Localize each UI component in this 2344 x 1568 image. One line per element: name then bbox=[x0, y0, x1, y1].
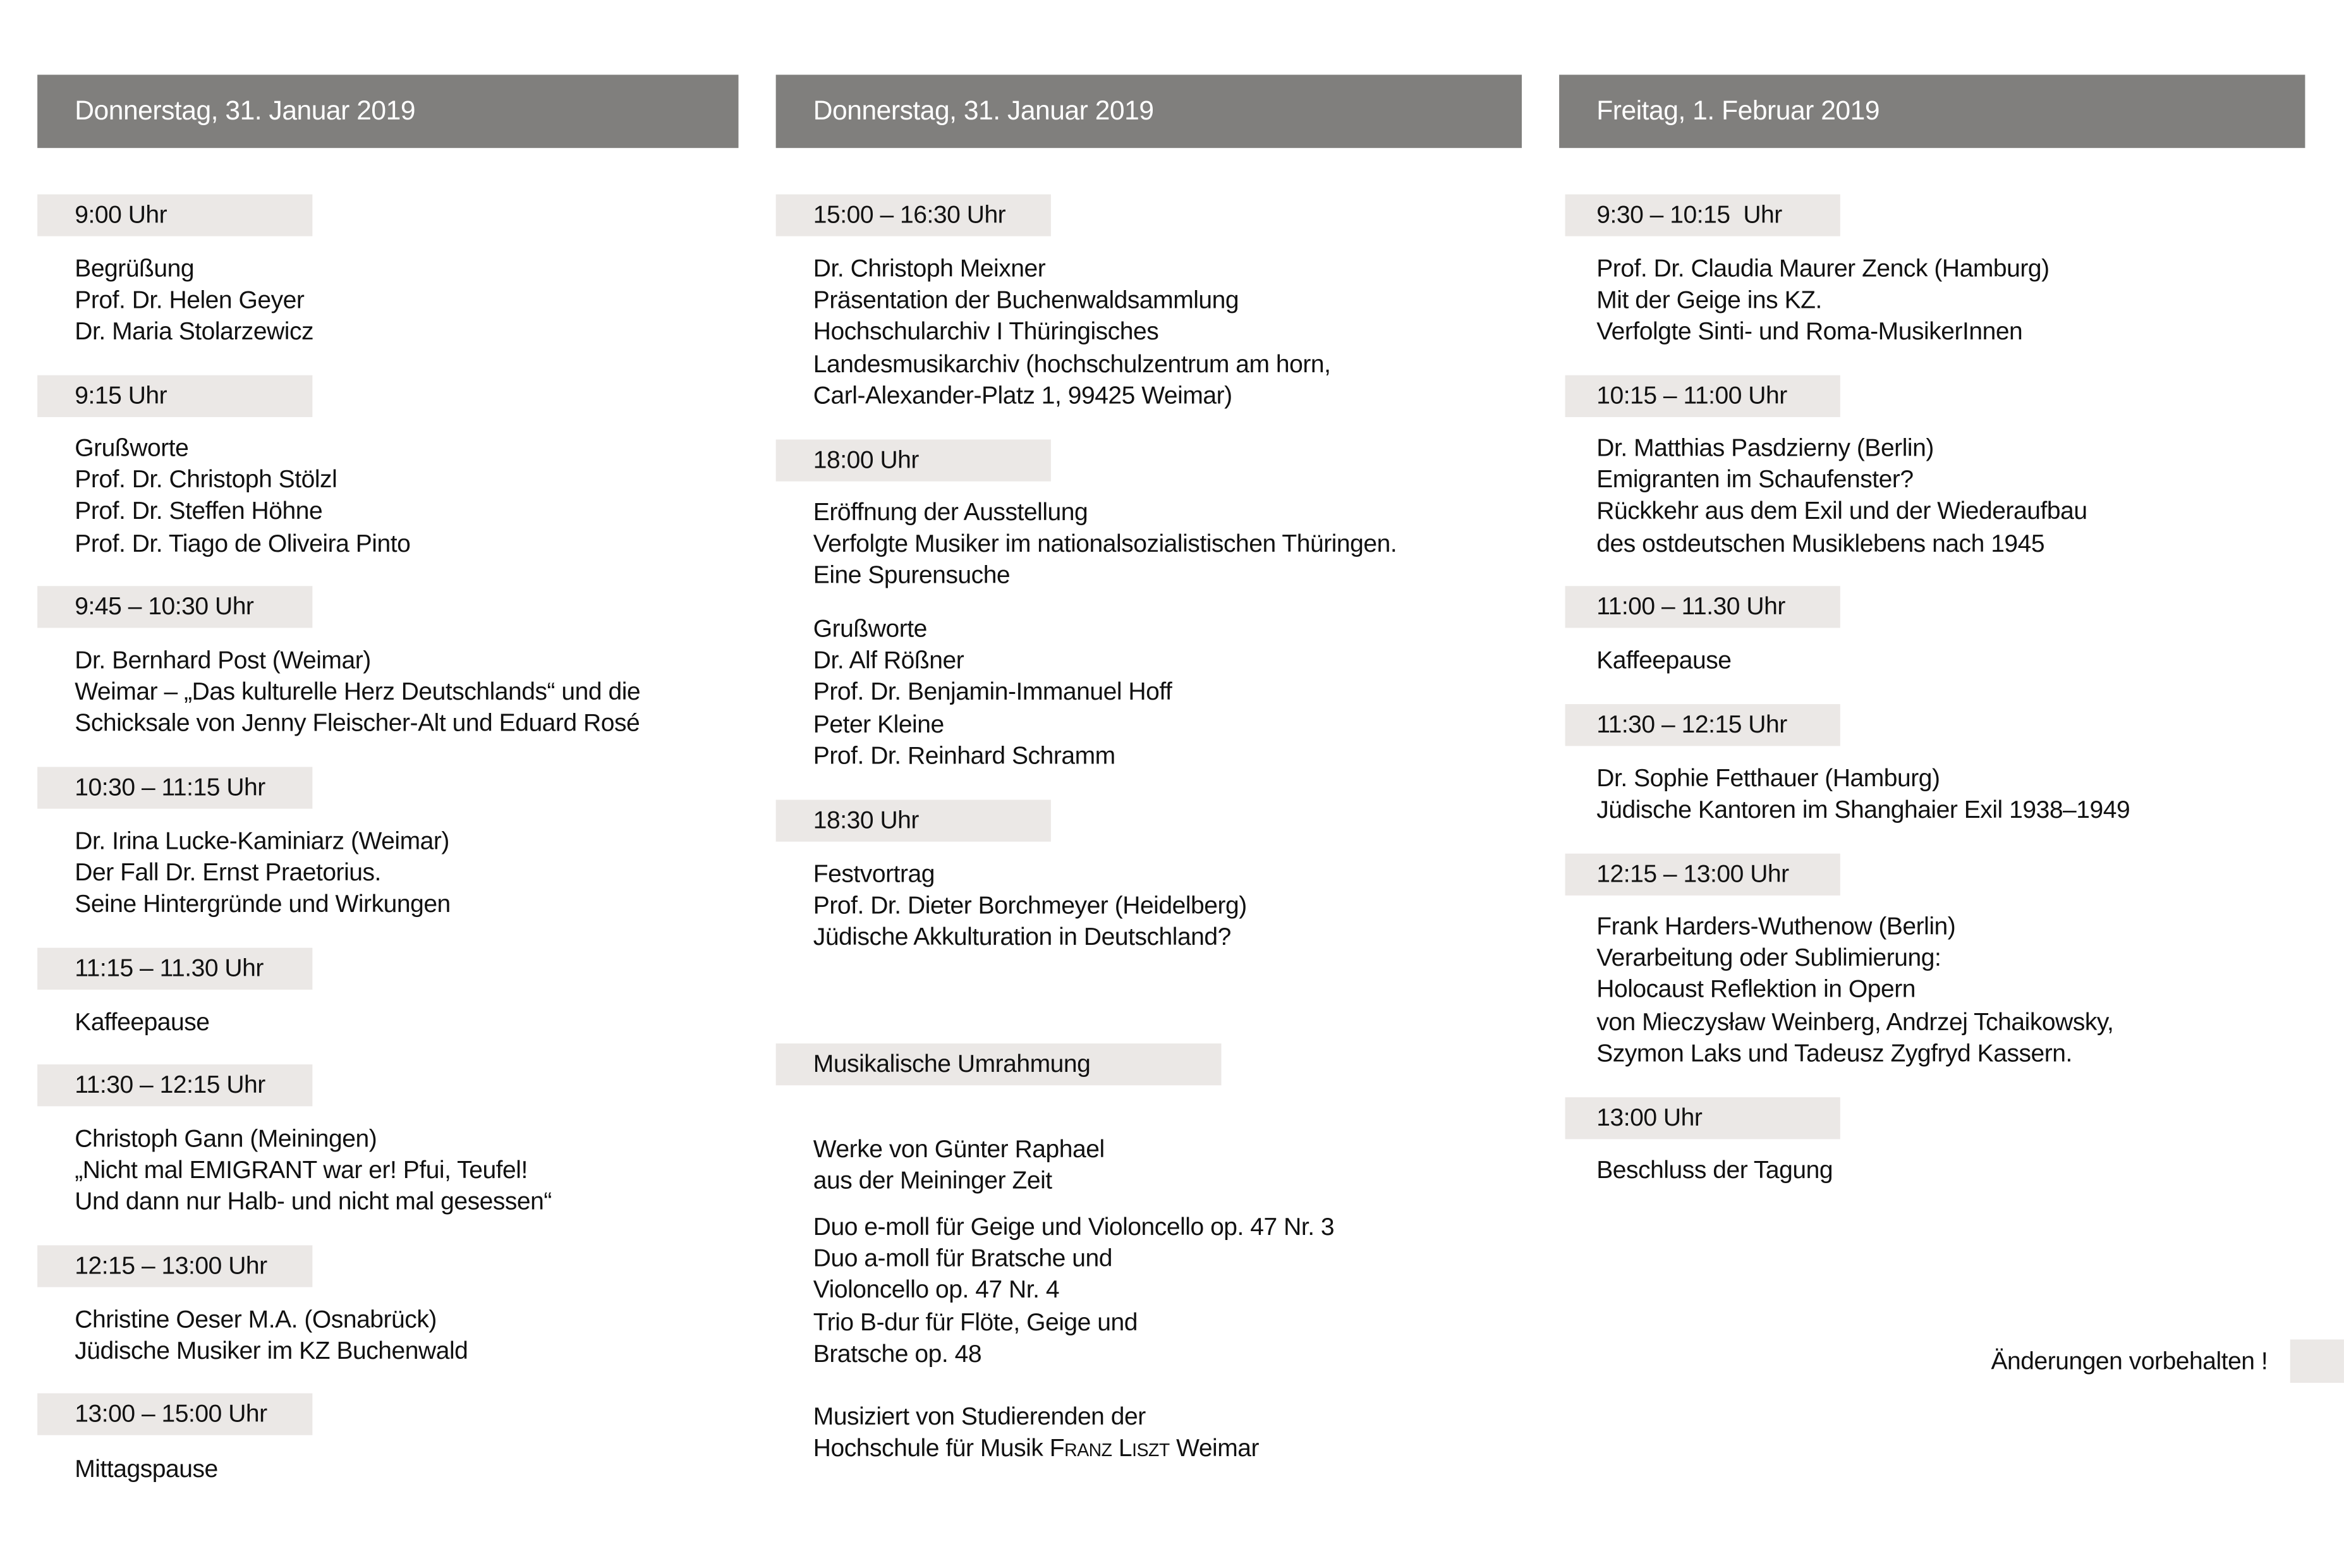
music-section-label: Musikalische Umrahmung bbox=[776, 1043, 1222, 1085]
detail-line: Verarbeitung oder Sublimierung: bbox=[1596, 945, 1941, 972]
slot-details bbox=[1596, 646, 1731, 678]
work-line: Duo e-moll für Geige und Violoncello op. 47 Nr. 3 bbox=[813, 1213, 1335, 1241]
detail-line: Landesmusikarchiv (hochschulzentrum am horn, bbox=[813, 350, 1331, 378]
detail-line: Hochschularchiv I Thüringisches bbox=[813, 319, 1159, 346]
detail-line: Musiziert von Studierenden der bbox=[813, 1404, 1146, 1431]
detail-line: von Mieczysław Weinberg, Andrzej Tchaikowsky, bbox=[1596, 1008, 2114, 1036]
detail-line: Begrüßung bbox=[75, 255, 195, 283]
detail-line: Szymon Laks und Tadeusz Zygfryd Kassern. bbox=[1596, 1040, 2072, 1067]
greetings-list bbox=[813, 614, 1172, 773]
detail-line: Und dann nur Halb- und nicht mal gesessen“ bbox=[75, 1189, 552, 1216]
detail-line: Grußworte bbox=[813, 616, 927, 643]
detail-line: Kaffeepause bbox=[75, 1009, 210, 1036]
detail-line: Christine Oeser M.A. (Osnabrück) bbox=[75, 1306, 437, 1334]
time-label: 11:15 – 11.30 Uhr bbox=[37, 948, 312, 990]
slot-details bbox=[1596, 254, 2049, 349]
detail-line: Prof. Dr. Reinhard Schramm bbox=[813, 743, 1115, 770]
detail-line: Emigranten im Schaufenster? bbox=[1596, 466, 1914, 494]
detail-line: Mit der Geige ins KZ. bbox=[1596, 287, 1822, 315]
detail-line bbox=[813, 1434, 1259, 1466]
time-label: 12:15 – 13:00 Uhr bbox=[37, 1245, 312, 1287]
detail-line: Präsentation der Buchenwaldsammlung bbox=[813, 287, 1239, 315]
detail-line: Eröffnung der Ausstellung bbox=[813, 499, 1088, 526]
detail-line: Der Fall Dr. Ernst Praetorius. bbox=[75, 860, 381, 887]
detail-line: Prof. Dr. Steffen Höhne bbox=[75, 498, 323, 526]
detail-line: „Nicht mal EMIGRANT war er! Pfui, Teufel! bbox=[75, 1157, 528, 1184]
detail-line: Prof. Dr. Tiago de Oliveira Pinto bbox=[75, 530, 411, 557]
detail-line: Dr. Maria Stolarzewicz bbox=[75, 319, 314, 346]
detail-line: Jüdische Akkulturation in Deutschland? bbox=[813, 924, 1231, 952]
detail-line: Peter Kleine bbox=[813, 710, 944, 738]
detail-line: Beschluss der Tagung bbox=[1596, 1157, 1833, 1184]
work-line: Duo a-moll für Bratsche und bbox=[813, 1245, 1112, 1273]
detail-line: Eine Spurensuche bbox=[813, 562, 1011, 590]
slot-details bbox=[75, 1455, 217, 1486]
time-label: 11:30 – 12:15 Uhr bbox=[1565, 704, 1840, 746]
time-label: 15:00 – 16:30 Uhr bbox=[776, 195, 1051, 236]
slot-details bbox=[1596, 912, 2113, 1071]
detail-line: Dr. Irina Lucke-Kaminiarz (Weimar) bbox=[75, 828, 449, 856]
slot-details bbox=[75, 827, 451, 921]
time-label: 12:15 – 13:00 Uhr bbox=[1565, 854, 1840, 896]
detail-line: Werke von Günter Raphael bbox=[813, 1136, 1105, 1164]
work-line: Violoncello op. 47 Nr. 4 bbox=[813, 1277, 1060, 1304]
detail-line: Frank Harders-Wuthenow (Berlin) bbox=[1596, 913, 1956, 940]
time-label: 18:30 Uhr bbox=[776, 799, 1051, 841]
detail-line: Dr. Christoph Meixner bbox=[813, 255, 1046, 283]
time-label: 10:30 – 11:15 Uhr bbox=[37, 767, 312, 808]
time-label: 9:15 Uhr bbox=[37, 375, 312, 417]
detail-line: des ostdeutschen Musiklebens nach 1945 bbox=[1596, 530, 2045, 557]
time-label: 18:00 Uhr bbox=[776, 439, 1051, 481]
day-header: Donnerstag, 31. Januar 2019 bbox=[776, 75, 1522, 148]
school-prefix: Hochschule für Musik bbox=[813, 1435, 1043, 1462]
time-label: 9:45 – 10:30 Uhr bbox=[37, 586, 312, 628]
work-line: Trio B-dur für Flöte, Geige und bbox=[813, 1309, 1138, 1336]
detail-line: aus der Meininger Zeit bbox=[813, 1167, 1052, 1195]
detail-line: Jüdische Kantoren im Shanghaier Exil 1938–1949 bbox=[1596, 797, 2130, 824]
detail-line: Prof. Dr. Christoph Stölzl bbox=[75, 466, 337, 494]
time-label: 11:30 – 12:15 Uhr bbox=[37, 1064, 312, 1106]
detail-line: Dr. Sophie Fetthauer (Hamburg) bbox=[1596, 765, 1940, 793]
slot-details bbox=[1596, 434, 2087, 560]
slot-details bbox=[1596, 1155, 1833, 1187]
slot-details bbox=[75, 1124, 552, 1219]
time-label: 9:00 Uhr bbox=[37, 195, 312, 236]
slot-details bbox=[75, 646, 640, 741]
detail-line: Mittagspause bbox=[75, 1456, 218, 1483]
detail-line: Prof. Dr. Benjamin-Immanuel Hoff bbox=[813, 679, 1172, 707]
detail-line: Weimar – „Das kulturelle Herz Deutschlands“ und die bbox=[75, 679, 641, 706]
detail-line: Dr. Matthias Pasdzierny (Berlin) bbox=[1596, 435, 1934, 462]
time-label: 9:30 – 10:15 Uhr bbox=[1565, 195, 1840, 236]
detail-line: Jüdische Musiker im KZ Buchenwald bbox=[75, 1338, 468, 1366]
detail-line: Verfolgte Musiker im nationalsozialistischen Thüringen. bbox=[813, 531, 1397, 558]
time-label: 13:00 – 15:00 Uhr bbox=[37, 1394, 312, 1435]
detail-line: Dr. Bernhard Post (Weimar) bbox=[75, 647, 371, 674]
slot-details bbox=[1596, 764, 2130, 827]
detail-line: Prof. Dr. Dieter Borchmeyer (Heidelberg) bbox=[813, 892, 1247, 920]
detail-line: Grußworte bbox=[75, 435, 189, 462]
work-line: Bratsche op. 48 bbox=[813, 1340, 982, 1368]
slot-details bbox=[813, 498, 1397, 593]
changes-note: Änderungen vorbehalten ! bbox=[1991, 1348, 2268, 1376]
day-header: Freitag, 1. Februar 2019 bbox=[1559, 75, 2305, 148]
music-intro bbox=[813, 1134, 1105, 1198]
detail-line: Holocaust Reflektion in Opern bbox=[1596, 976, 1916, 1004]
detail-line: Dr. Alf Rößner bbox=[813, 647, 964, 675]
detail-line: Verfolgte Sinti- und Roma-MusikerInnen bbox=[1596, 319, 2023, 346]
time-label: 11:00 – 11.30 Uhr bbox=[1565, 586, 1840, 628]
detail-line: Prof. Dr. Helen Geyer bbox=[75, 287, 305, 315]
detail-line: Kaffeepause bbox=[1596, 647, 1732, 674]
edge-marker bbox=[2290, 1339, 2344, 1383]
detail-line: Schicksale von Jenny Fleischer-Alt und Eduard Rosé bbox=[75, 710, 640, 738]
detail-line: Christoph Gann (Meiningen) bbox=[75, 1126, 377, 1153]
time-label: 10:15 – 11:00 Uhr bbox=[1565, 375, 1840, 417]
school-name: Franz Liszt bbox=[1049, 1435, 1170, 1462]
slot-details bbox=[75, 434, 410, 560]
slot-details bbox=[75, 254, 313, 349]
detail-line: Prof. Dr. Claudia Maurer Zenck (Hamburg) bbox=[1596, 255, 2049, 283]
day-header: Donnerstag, 31. Januar 2019 bbox=[37, 75, 738, 148]
slot-details bbox=[75, 1007, 209, 1039]
slot-details bbox=[813, 860, 1247, 954]
music-performers bbox=[813, 1402, 1259, 1466]
time-label: 13:00 Uhr bbox=[1565, 1097, 1840, 1139]
slot-details bbox=[75, 1305, 468, 1368]
detail-line: Rückkehr aus dem Exil und der Wiederaufbau bbox=[1596, 498, 2087, 526]
slot-details bbox=[813, 254, 1331, 413]
detail-line: Seine Hintergründe und Wirkungen bbox=[75, 891, 451, 919]
music-works bbox=[813, 1212, 1334, 1371]
school-suffix: Weimar bbox=[1176, 1435, 1260, 1462]
detail-line: Carl-Alexander-Platz 1, 99425 Weimar) bbox=[813, 382, 1232, 410]
detail-line: Festvortrag bbox=[813, 861, 935, 889]
